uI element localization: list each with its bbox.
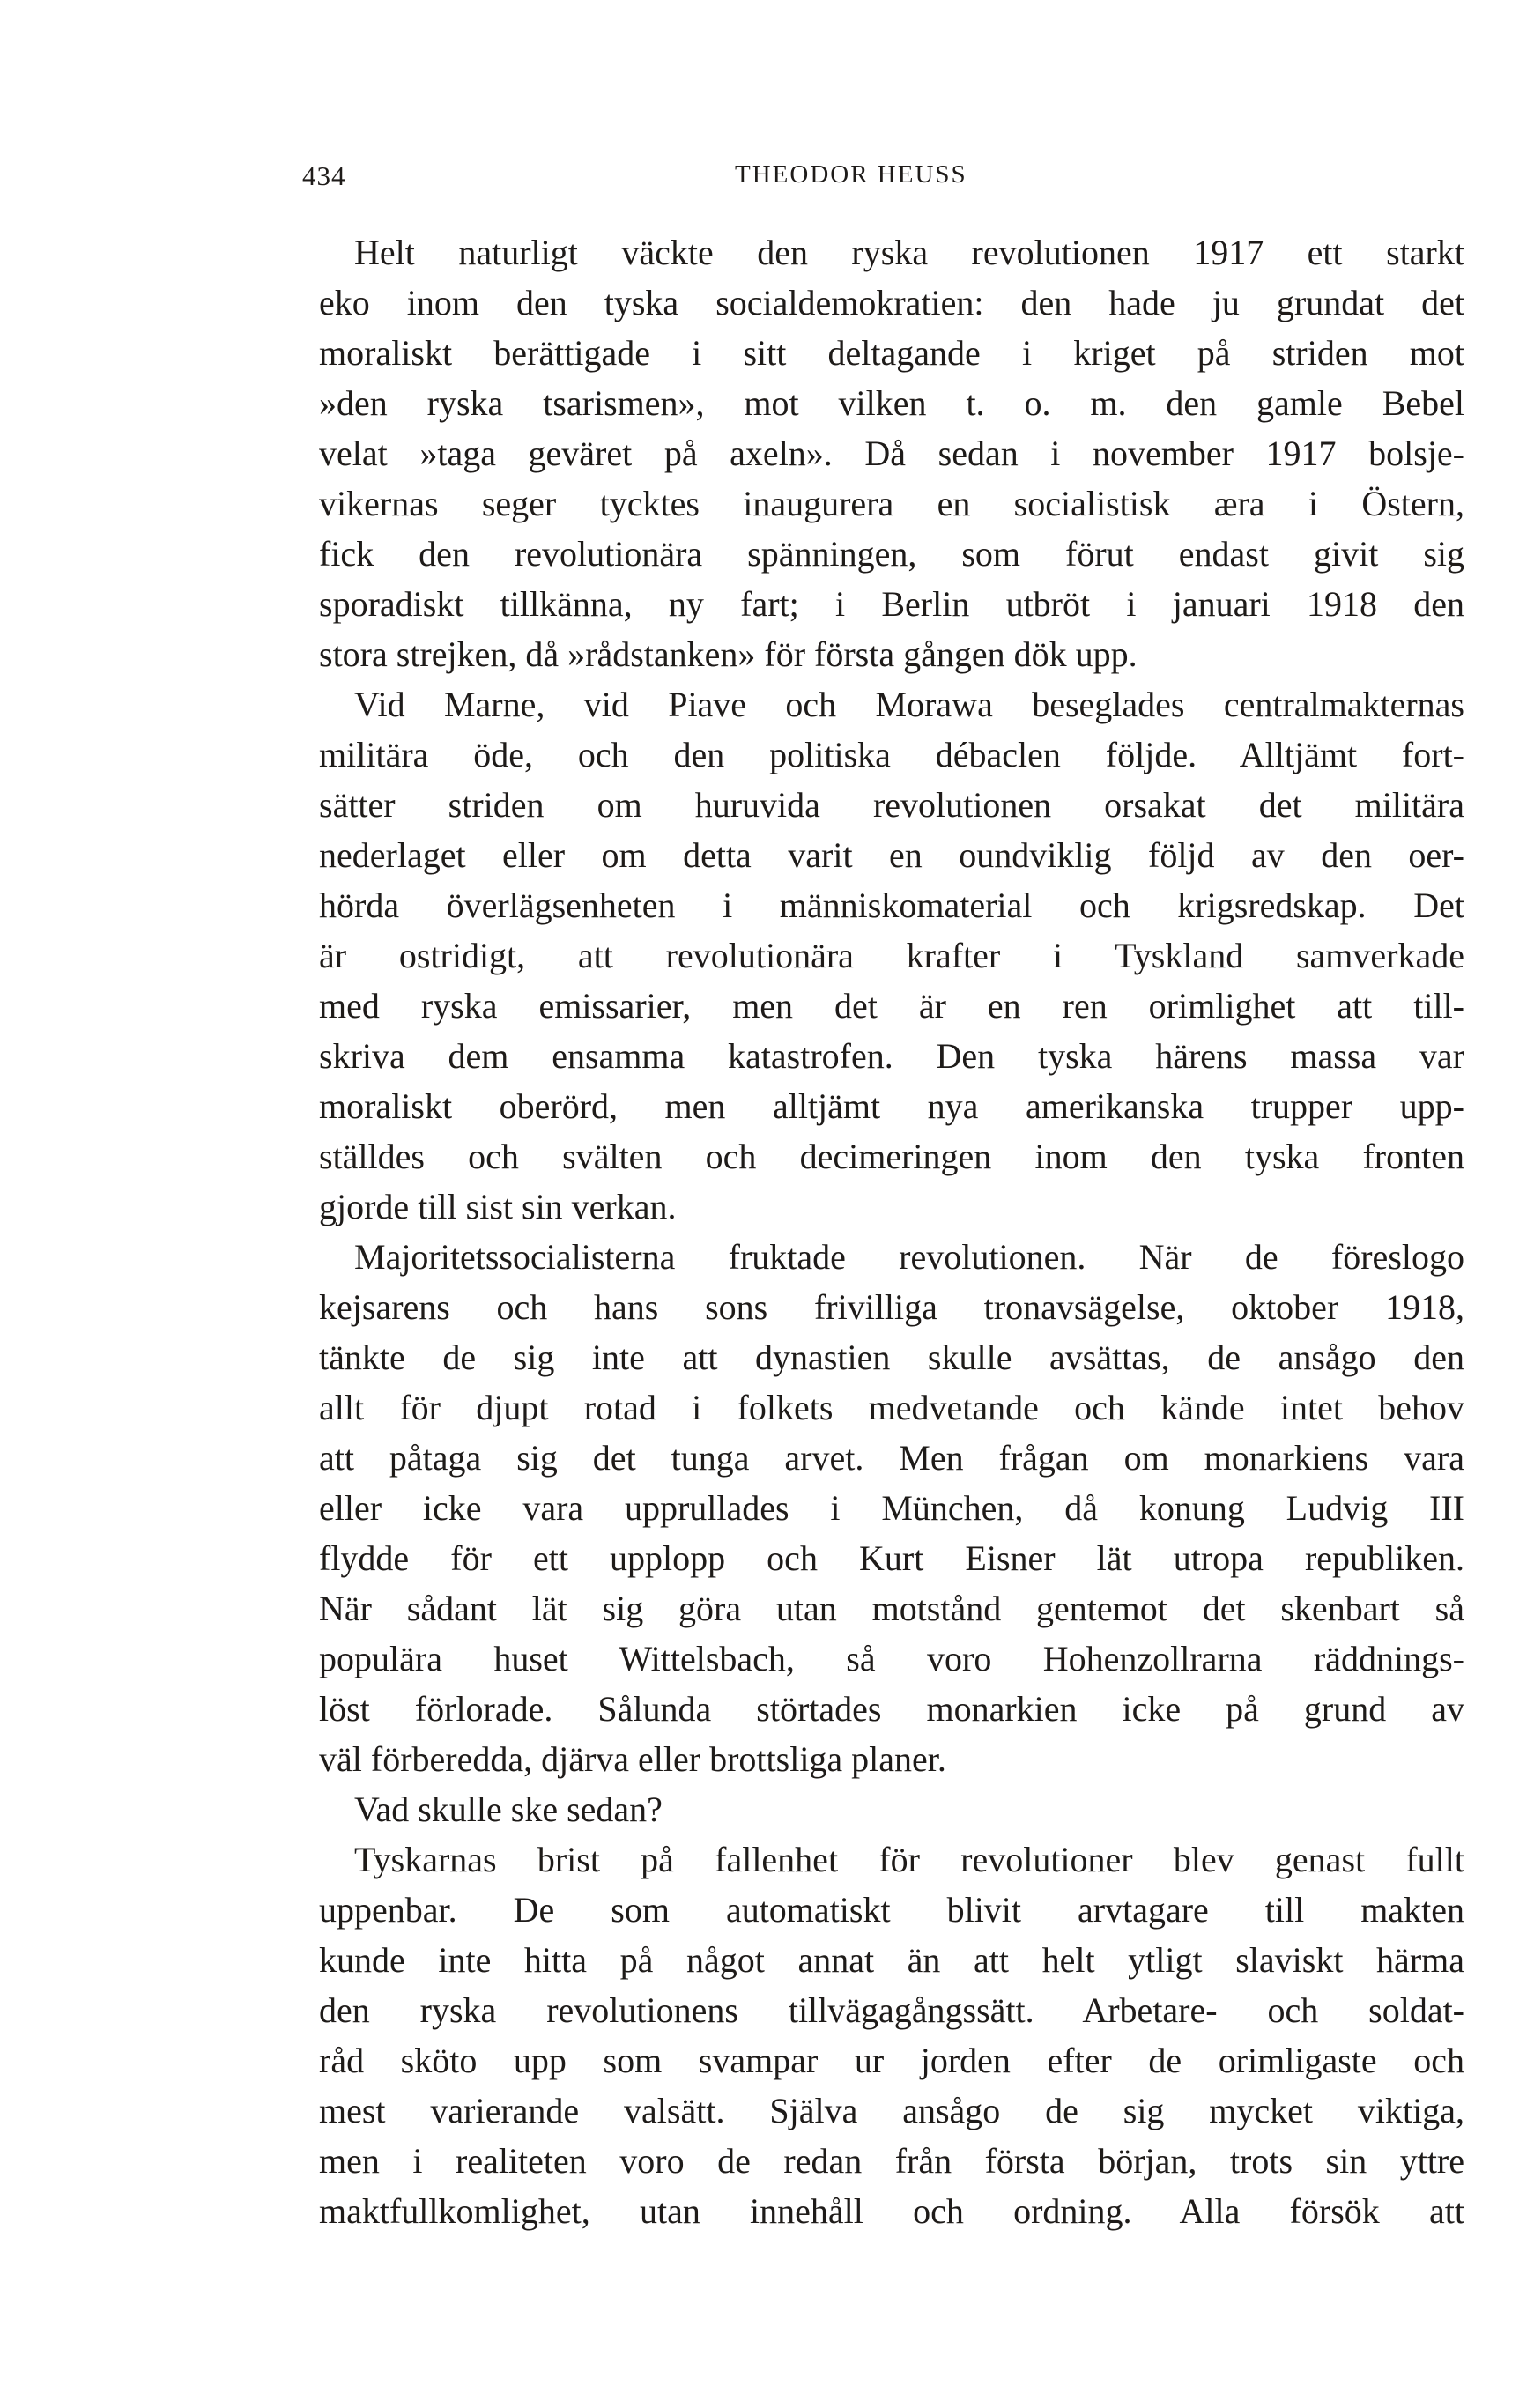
text-line: mest varierande valsätt. Själva ansågo de sig mycket viktiga,: [319, 2091, 1464, 2130]
paragraph: [319, 227, 1464, 679]
text-line: eller icke vara upprullades i München, då konung Ludvig III: [319, 1488, 1464, 1528]
text-line: velat »taga geväret på axeln». Då sedan i november 1917 bolsje-: [319, 433, 1464, 473]
text-line: fick den revolutionära spänningen, som förut endast givit sig: [319, 534, 1464, 574]
text-line: men i realiteten voro de redan från första början, trots sin yttre: [319, 2141, 1464, 2181]
text-line: gjorde till sist sin verkan.: [319, 1187, 677, 1226]
text-line: maktfullkomlighet, utan innehåll och ordning. Alla försök att: [319, 2191, 1464, 2231]
text-line: hörda överlägsenheten i människomaterial och krigsredskap. Det: [319, 885, 1464, 925]
text-line: När sådant lät sig göra utan motstånd gentemot det skenbart så: [319, 1589, 1464, 1628]
paragraph: [319, 1784, 1464, 1834]
text-line: moraliskt oberörd, men alltjämt nya amerikanska trupper upp-: [319, 1086, 1464, 1126]
text-line: löst förlorade. Sålunda störtades monarkien icke på grund av: [319, 1689, 1464, 1729]
text-line: nederlaget eller om detta varit en oundviklig följd av den oer-: [319, 835, 1464, 875]
text-line: Tyskarnas brist på fallenhet för revolutioner blev genast fullt: [354, 1840, 1464, 1879]
text-line: skriva dem ensamma katastrofen. Den tyska härens massa var: [319, 1036, 1464, 1076]
text-line: Majoritetssocialisterna fruktade revolutionen. När de föreslogo: [354, 1237, 1464, 1277]
running-title: THEODOR HEUSS: [735, 160, 967, 189]
text-line: med ryska emissarier, men det är en ren orimlighet att till-: [319, 986, 1464, 1026]
text-line: Vad skulle ske sedan?: [354, 1789, 663, 1829]
text-line: uppenbar. De som automatiskt blivit arvtagare till makten: [319, 1890, 1464, 1930]
body-text: [319, 227, 1464, 2236]
text-line: råd sköto upp som svampar ur jorden efter de orimligaste och: [319, 2041, 1464, 2080]
paragraph: [319, 1232, 1464, 1784]
text-line: den ryska revolutionens tillvägagångssätt. Arbetare- och soldat-: [319, 1990, 1464, 2030]
text-line: Vid Marne, vid Piave och Morawa beseglades centralmakternas: [354, 685, 1464, 724]
text-line: populära huset Wittelsbach, så voro Hohenzollrarna räddnings-: [319, 1639, 1464, 1678]
text-line: militära öde, och den politiska débaclen följde. Alltjämt fort-: [319, 735, 1464, 774]
running-head: [0, 160, 1534, 196]
text-line: eko inom den tyska socialdemokratien: den hade ju grundat det: [319, 283, 1464, 322]
text-line: ställdes och svälten och decimeringen inom den tyska fronten: [319, 1137, 1464, 1176]
text-line: moraliskt berättigade i sitt deltagande i kriget på striden mot: [319, 333, 1464, 373]
text-line: att påtaga sig det tunga arvet. Men frågan om monarkiens vara: [319, 1438, 1464, 1478]
text-line: »den ryska tsarismen», mot vilken t. o. m. den gamle Bebel: [319, 383, 1464, 423]
text-line: allt för djupt rotad i folkets medvetande och kände intet behov: [319, 1388, 1464, 1427]
text-line: kunde inte hitta på något annat än att helt ytligt slaviskt härma: [319, 1940, 1464, 1980]
text-line: Helt naturligt väckte den ryska revolutionen 1917 ett starkt: [354, 233, 1464, 272]
text-line: sporadiskt tillkänna, ny fart; i Berlin utbröt i januari 1918 den: [319, 584, 1464, 624]
paragraph: [319, 679, 1464, 1232]
text-line: stora strejken, då »rådstanken» för första gången dök upp.: [319, 634, 1138, 674]
text-line: är ostridigt, att revolutionära krafter i Tyskland samverkade: [319, 936, 1464, 975]
page-number: 434: [302, 160, 346, 191]
paragraph: [319, 1834, 1464, 2236]
text-line: kejsarens och hans sons frivilliga tronavsägelse, oktober 1918,: [319, 1287, 1464, 1327]
text-line: vikernas seger tycktes inaugurera en socialistisk æra i Östern,: [319, 484, 1464, 523]
text-line: sätter striden om huruvida revolutionen orsakat det militära: [319, 785, 1464, 825]
text-line: tänkte de sig inte att dynastien skulle avsättas, de ansågo den: [319, 1337, 1464, 1377]
text-line: väl förberedda, djärva eller brottsliga planer.: [319, 1739, 946, 1779]
text-line: flydde för ett upplopp och Kurt Eisner lät utropa republiken.: [319, 1538, 1464, 1578]
